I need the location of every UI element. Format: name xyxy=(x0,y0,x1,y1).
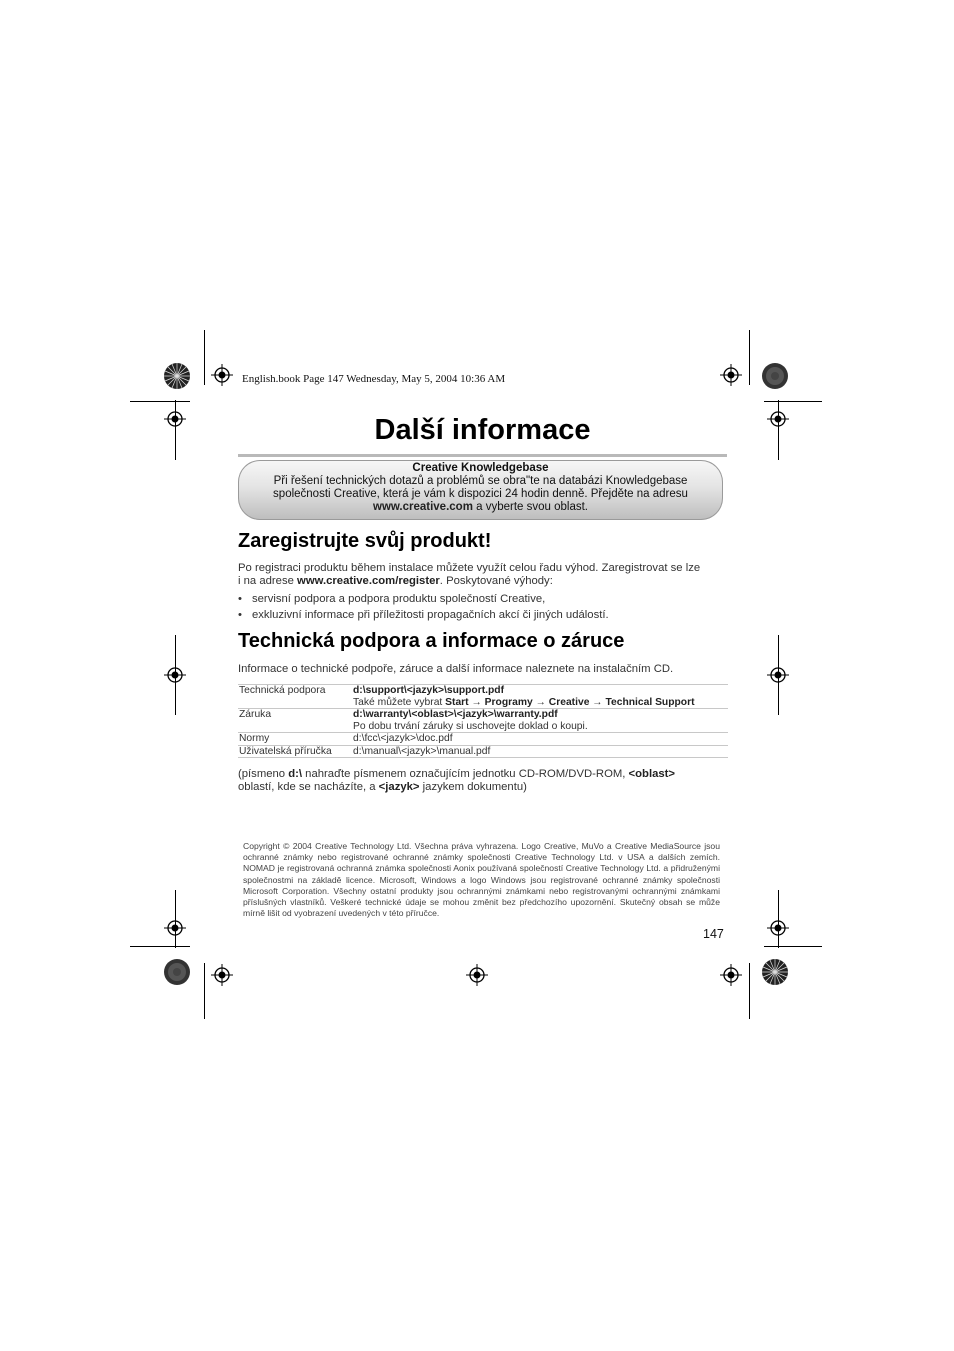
page-title: Další informace xyxy=(374,414,591,446)
registration-crosshair-icon xyxy=(211,364,233,386)
arrow-icon: → xyxy=(592,696,603,708)
register-heading: Zaregistrujte svůj produkt! xyxy=(238,530,492,552)
table-row xyxy=(238,709,728,733)
starburst-target-icon xyxy=(761,958,789,986)
register-text: i na adrese xyxy=(238,575,298,587)
knowledgebase-title: Creative Knowledgebase xyxy=(412,462,549,474)
knowledgebase-callout xyxy=(238,460,723,520)
register-text: Po registraci produktu během instalace můžete využít celou řadu výhod. Zaregistrovat se lze xyxy=(238,562,701,574)
bullet-icon: • xyxy=(238,593,242,605)
registration-crosshair-icon xyxy=(720,364,742,386)
registration-crosshair-icon xyxy=(211,964,233,986)
support-intro: Informace o technické podpoře, záruce a další informace naleznete na instalačním CD. xyxy=(238,663,674,675)
table-row xyxy=(238,745,728,758)
file-path: d:\manual\<jazyk>\manual.pdf xyxy=(352,745,728,758)
registration-crosshair-icon xyxy=(767,664,789,686)
arrow-icon: → xyxy=(535,696,546,708)
knowledgebase-line: Při řešení technických dotazů a problémů se obra"te na databázi Knowledgebase xyxy=(273,475,688,487)
list-item xyxy=(238,609,609,621)
registration-crosshair-icon xyxy=(767,408,789,430)
table-row xyxy=(238,685,728,709)
support-footnote: (písmeno d:\ nahraďte písmenem označujícím jednotku CD-ROM/DVD-ROM, <oblast> oblastí, kde se nacházíte, a <jazyk> jazykem dokumentu) xyxy=(238,768,676,793)
bullet-icon: • xyxy=(238,609,242,621)
table-cell-value xyxy=(352,685,728,709)
support-heading: Technická podpora a informace o záruce xyxy=(238,630,625,652)
file-path: d:\support\<jazyk>\support.pdf xyxy=(353,685,505,696)
list-item xyxy=(238,593,545,605)
registration-crosshair-icon xyxy=(720,964,742,986)
knowledgebase-link[interactable]: www.creative.com xyxy=(373,501,473,513)
arrow-icon: → xyxy=(471,696,482,708)
list-item-text: exkluzivní informace při příležitosti propagačních akcí či jiných událostí. xyxy=(252,609,609,621)
dark-target-icon xyxy=(761,362,789,390)
starburst-target-icon xyxy=(163,362,191,390)
registration-crosshair-icon xyxy=(164,917,186,939)
knowledgebase-line: společnosti Creative, která je vám k dispozici 24 hodin denně. Přejděte na adresu xyxy=(273,488,688,500)
table-cell-label: Technická podpora xyxy=(238,685,352,709)
menu-path-note: Také můžete vybrat Start → Programy → Creative → Technical Support xyxy=(353,696,695,708)
warranty-note: Po dobu trvání záruky si uschovejte doklad o koupi. xyxy=(353,720,588,732)
register-paragraph xyxy=(238,562,728,588)
registration-crosshair-icon xyxy=(466,964,488,986)
list-item-text: servisní podpora a podpora produktu společností Creative, xyxy=(252,593,546,605)
knowledgebase-tail: a vyberte svou oblast. xyxy=(472,501,588,513)
dark-target-icon xyxy=(163,958,191,986)
register-link[interactable]: www.creative.com/register xyxy=(297,575,440,587)
table-cell-label: Normy xyxy=(238,733,352,746)
register-text: . Poskytované výhody: xyxy=(439,575,553,587)
title-underline xyxy=(238,454,727,457)
registration-crosshair-icon xyxy=(767,917,789,939)
page-number: 147 xyxy=(703,927,724,941)
table-cell-value xyxy=(352,709,728,733)
table-cell-label: Uživatelská příručka xyxy=(238,745,352,758)
table-cell-label: Záruka xyxy=(238,709,352,733)
table-row xyxy=(238,733,728,746)
registration-crosshair-icon xyxy=(164,664,186,686)
registration-crosshair-icon xyxy=(164,408,186,430)
support-table xyxy=(238,684,728,758)
file-path: d:\fcc\<jazyk>\doc.pdf xyxy=(352,733,728,746)
print-slug: English.book Page 147 Wednesday, May 5, 2004 10:36 AM xyxy=(242,373,506,385)
copyright-notice: Copyright © 2004 Creative Technology Ltd. Všechna práva vyhrazena. Logo Creative, MuVo a Creative MediaSource jsou ochranné známky nebo registrované ochranné známky společnosti Creative Technology Ltd. v USA a dalších zemích. NOMAD je registrovaná ochranná známka společnosti Aonix používaná společností Creative Technology Ltd. a přidruženými společnostmi na základě licence. Microsoft, Windows a logo Windows jsou registrované ochranné známky společnosti Microsoft Corporation. Všechny ostatní produkty jsou ochrannými známkami nebo registrovanými ochrannými známkami příslušných vlastníků. Veškeré technické údaje se mohou změnit bez předchozího upozornění. Skutečný obsah se může mírně lišit od vyobrazení uvedených v této příručce. xyxy=(243,841,720,919)
file-path: d:\warranty\<oblast>\<jazyk>\warranty.pdf xyxy=(353,709,558,720)
